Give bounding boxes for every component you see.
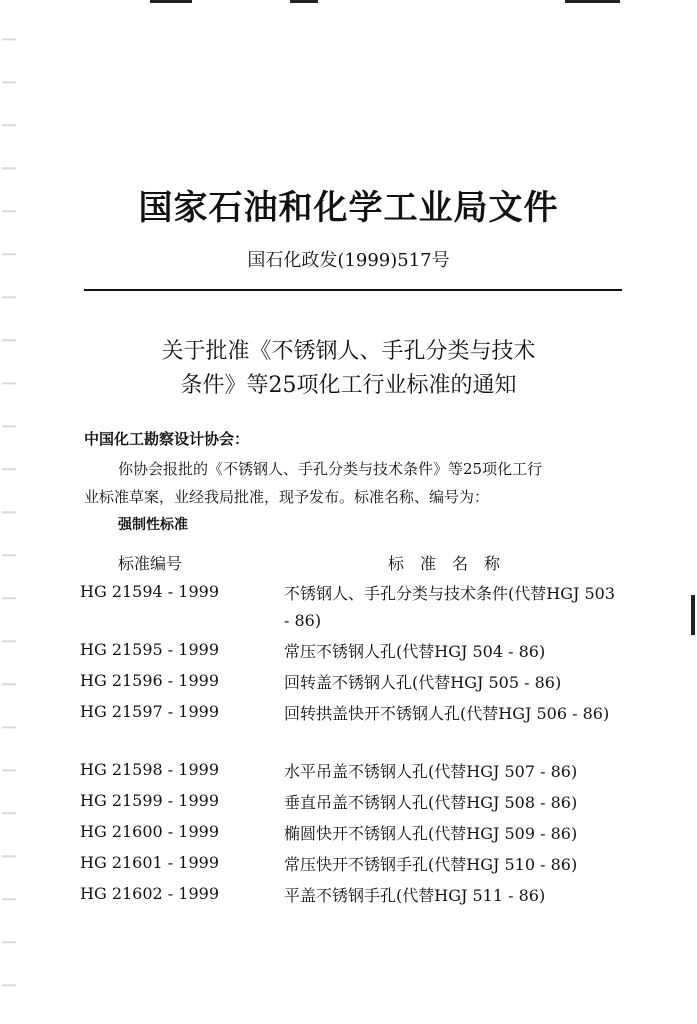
header-divider xyxy=(84,289,622,291)
standard-name: 垂直吊盖不锈钢人孔(代替HGJ 508 - 86) xyxy=(284,793,578,812)
standard-name: 椭圆快开不锈钢人孔(代替HGJ 509 - 86) xyxy=(284,824,578,843)
standard-code: HG 21600 - 1999 xyxy=(80,822,220,841)
standard-code: HG 21595 - 1999 xyxy=(80,640,220,659)
standard-name: 回转盖不锈钢人孔(代替HGJ 505 - 86) xyxy=(284,673,562,692)
standard-name: 回转拱盖快开不锈钢人孔(代替HGJ 506 - 86) xyxy=(284,704,610,723)
scan-right-artifact xyxy=(691,595,695,635)
document-number: 国石化政发(1999)517号 xyxy=(247,250,450,271)
scan-top-artifact xyxy=(150,0,192,3)
notice-title-line2: 条件》等25项化工行业标准的通知 xyxy=(180,373,517,398)
column-header-name: 标准名称 xyxy=(388,554,517,573)
document-title: 国家石油和化学工业局文件 xyxy=(138,188,559,228)
standard-name: 平盖不锈钢手孔(代替HGJ 511 - 86) xyxy=(284,886,546,905)
body-text-line1: 你协会报批的《不锈钢人、手孔分类与技术条件》等25项化工行 xyxy=(118,460,543,478)
standard-name: 水平吊盖不锈钢人孔(代替HGJ 507 - 86) xyxy=(284,762,578,781)
column-header-code: 标准编号 xyxy=(118,554,183,573)
standard-code: HG 21594 - 1999 xyxy=(80,582,220,601)
body-text-line2: 业标准草案，业经我局批准，现予发布。标准名称、编号为： xyxy=(84,488,490,506)
scan-top-artifact xyxy=(290,0,318,3)
standard-code: HG 21601 - 1999 xyxy=(80,853,220,872)
section-heading: 强制性标准 xyxy=(118,517,188,533)
standard-name: 不锈钢人、手孔分类与技术条件(代替HGJ 503 - 86) xyxy=(284,584,616,630)
standard-name: 常压不锈钢人孔(代替HGJ 504 - 86) xyxy=(284,642,546,661)
addressee: 中国化工勘察设计协会： xyxy=(84,430,250,448)
standard-name: 常压快开不锈钢手孔(代替HGJ 510 - 86) xyxy=(284,855,578,874)
scan-edge-artifact xyxy=(2,20,16,1000)
standard-code: HG 21602 - 1999 xyxy=(80,884,220,903)
standard-code: HG 21599 - 1999 xyxy=(80,791,220,810)
standard-code: HG 21598 - 1999 xyxy=(80,760,220,779)
scan-top-artifact xyxy=(565,0,620,3)
notice-title-line1: 关于批准《不锈钢人、手孔分类与技术 xyxy=(161,339,536,364)
standard-code: HG 21597 - 1999 xyxy=(80,702,220,721)
standard-code: HG 21596 - 1999 xyxy=(80,671,220,690)
